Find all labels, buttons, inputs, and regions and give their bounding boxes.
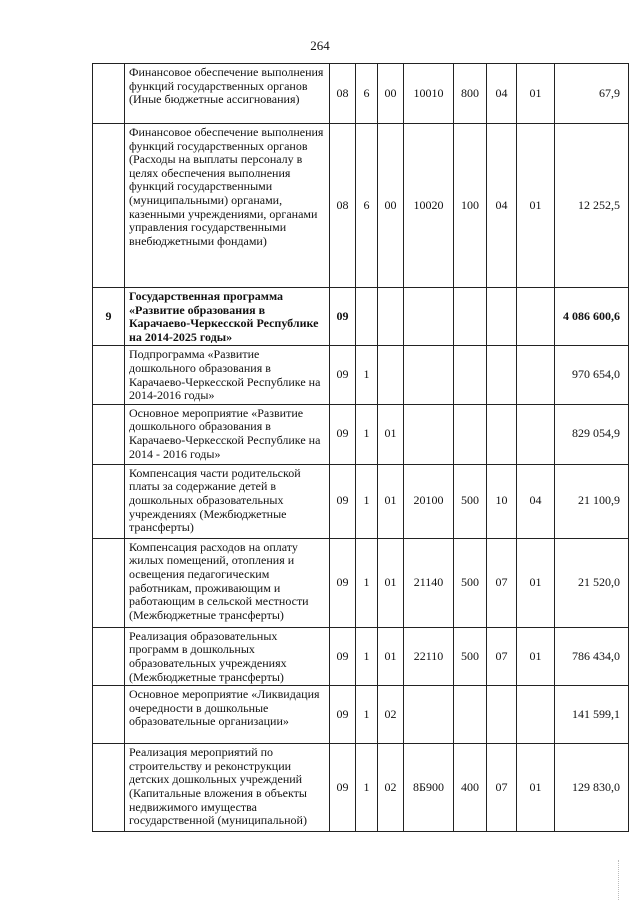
- cell-num: [93, 124, 125, 288]
- cell-c7: 01: [517, 744, 555, 832]
- cell-c2: 1: [356, 744, 378, 832]
- cell-c5: [454, 404, 487, 464]
- page-number: 264: [310, 38, 330, 53]
- cell-c6: 10: [487, 464, 517, 538]
- cell-name: Основное мероприятие «Развитие дошкольного образования в Карачаево-Черкесской Республике на 2014 - 2016 годы»: [125, 404, 330, 464]
- cell-c4: 21140: [404, 538, 454, 627]
- cell-amount: 829 054,9: [555, 404, 629, 464]
- table-row: [93, 404, 629, 464]
- cell-c5: 500: [454, 627, 487, 685]
- cell-c4: 20100: [404, 464, 454, 538]
- cell-num: [93, 64, 125, 124]
- cell-c7: 01: [517, 64, 555, 124]
- cell-num: [93, 404, 125, 464]
- cell-c2: 1: [356, 346, 378, 404]
- cell-amount: 4 086 600,6: [555, 288, 629, 346]
- cell-name: Государственная программа «Развитие образования в Карачаево-Черкесской Республике на 2014-2025 годы»: [125, 288, 330, 346]
- table-row: [93, 627, 629, 685]
- cell-c3: [378, 346, 404, 404]
- cell-amount: 141 599,1: [555, 686, 629, 744]
- cell-c6: 07: [487, 538, 517, 627]
- cell-c1: 09: [330, 346, 356, 404]
- table-row: [93, 744, 629, 832]
- cell-name: Основное мероприятие «Ликвидация очередности в дошкольные образовательные организации»: [125, 686, 330, 744]
- cell-c2: 6: [356, 64, 378, 124]
- cell-num: [93, 464, 125, 538]
- cell-c2: 1: [356, 404, 378, 464]
- cell-c5: 500: [454, 464, 487, 538]
- cell-c4: 8Б900: [404, 744, 454, 832]
- cell-name: Реализация мероприятий по строительству и реконструкции детских дошкольных учреждений (Капитальные вложения в объекты недвижимого имущества государственной (муниципальной): [125, 744, 330, 832]
- cell-amount: 786 434,0: [555, 627, 629, 685]
- cell-c6: [487, 404, 517, 464]
- table-row: [93, 464, 629, 538]
- cell-c2: [356, 288, 378, 346]
- cell-c3: 02: [378, 744, 404, 832]
- table-row: [93, 346, 629, 404]
- cell-num: [93, 627, 125, 685]
- cell-c2: 1: [356, 464, 378, 538]
- cell-c5: 100: [454, 124, 487, 288]
- cell-c2: 1: [356, 627, 378, 685]
- table-row: [93, 538, 629, 627]
- cell-c2: 6: [356, 124, 378, 288]
- cell-c3: 00: [378, 64, 404, 124]
- table-row: [93, 686, 629, 744]
- cell-num: 9: [93, 288, 125, 346]
- cell-c3: [378, 288, 404, 346]
- cell-c6: 04: [487, 124, 517, 288]
- cell-c3: 01: [378, 464, 404, 538]
- cell-c4: [404, 288, 454, 346]
- cell-c1: 09: [330, 686, 356, 744]
- cell-c7: 01: [517, 124, 555, 288]
- cell-amount: 21 100,9: [555, 464, 629, 538]
- cell-c4: [404, 346, 454, 404]
- cell-c6: 04: [487, 64, 517, 124]
- cell-c1: 09: [330, 627, 356, 685]
- cell-c7: [517, 346, 555, 404]
- cell-c5: [454, 288, 487, 346]
- cell-c6: [487, 288, 517, 346]
- cell-c4: 22110: [404, 627, 454, 685]
- cell-name: Компенсация расходов на оплату жилых помещений, отопления и освещения педагогическим работникам, проживающим и работающим в сельской местности (Межбюджетные трансферты): [125, 538, 330, 627]
- cell-c3: 01: [378, 538, 404, 627]
- budget-table: [92, 63, 629, 832]
- cell-c5: 800: [454, 64, 487, 124]
- cell-c4: [404, 686, 454, 744]
- cell-name: Подпрограмма «Развитие дошкольного образования в Карачаево-Черкесской Республике на 2014-2016 годы»: [125, 346, 330, 404]
- cell-c5: [454, 686, 487, 744]
- cell-name: Реализация образовательных программ в дошкольных образовательных учреждениях (Межбюджетные трансферты): [125, 627, 330, 685]
- cell-c7: [517, 686, 555, 744]
- cell-c1: 09: [330, 538, 356, 627]
- table-row: [93, 288, 629, 346]
- cell-c7: 01: [517, 538, 555, 627]
- cell-name: Финансовое обеспечение выполнения функций государственных органов (Расходы на выплаты персоналу в целях обеспечения выполнения функций государственными (муниципальными) органами, казенными учреждениями, органами управления государственными внебюджетными фондами): [125, 124, 330, 288]
- cell-c5: 500: [454, 538, 487, 627]
- cell-c1: 09: [330, 404, 356, 464]
- cell-c7: [517, 288, 555, 346]
- cell-c7: 04: [517, 464, 555, 538]
- cell-c1: 09: [330, 288, 356, 346]
- cell-c1: 09: [330, 464, 356, 538]
- cell-c6: 07: [487, 627, 517, 685]
- scan-edge-mark: [618, 860, 622, 900]
- cell-c2: 1: [356, 538, 378, 627]
- cell-c3: 01: [378, 627, 404, 685]
- cell-c3: 00: [378, 124, 404, 288]
- cell-amount: 129 830,0: [555, 744, 629, 832]
- cell-num: [93, 538, 125, 627]
- cell-name: Финансовое обеспечение выполнения функций государственных органов (Иные бюджетные ассигнования): [125, 64, 330, 124]
- cell-amount: 12 252,5: [555, 124, 629, 288]
- cell-c4: 10010: [404, 64, 454, 124]
- table-row: [93, 124, 629, 288]
- cell-num: [93, 744, 125, 832]
- cell-c3: 02: [378, 686, 404, 744]
- table-row: [93, 64, 629, 124]
- cell-c5: 400: [454, 744, 487, 832]
- cell-amount: 67,9: [555, 64, 629, 124]
- cell-c5: [454, 346, 487, 404]
- cell-name: Компенсация части родительской платы за содержание детей в дошкольных образовательных учреждениях (Межбюджетные трансферты): [125, 464, 330, 538]
- cell-c3: 01: [378, 404, 404, 464]
- cell-c6: [487, 686, 517, 744]
- cell-c6: 07: [487, 744, 517, 832]
- cell-c7: 01: [517, 627, 555, 685]
- cell-c6: [487, 346, 517, 404]
- cell-num: [93, 686, 125, 744]
- cell-c4: 10020: [404, 124, 454, 288]
- cell-num: [93, 346, 125, 404]
- cell-amount: 970 654,0: [555, 346, 629, 404]
- cell-c1: 09: [330, 744, 356, 832]
- cell-amount: 21 520,0: [555, 538, 629, 627]
- budget-table-body: [93, 64, 629, 832]
- cell-c1: 08: [330, 64, 356, 124]
- cell-c7: [517, 404, 555, 464]
- cell-c4: [404, 404, 454, 464]
- cell-c2: 1: [356, 686, 378, 744]
- cell-c1: 08: [330, 124, 356, 288]
